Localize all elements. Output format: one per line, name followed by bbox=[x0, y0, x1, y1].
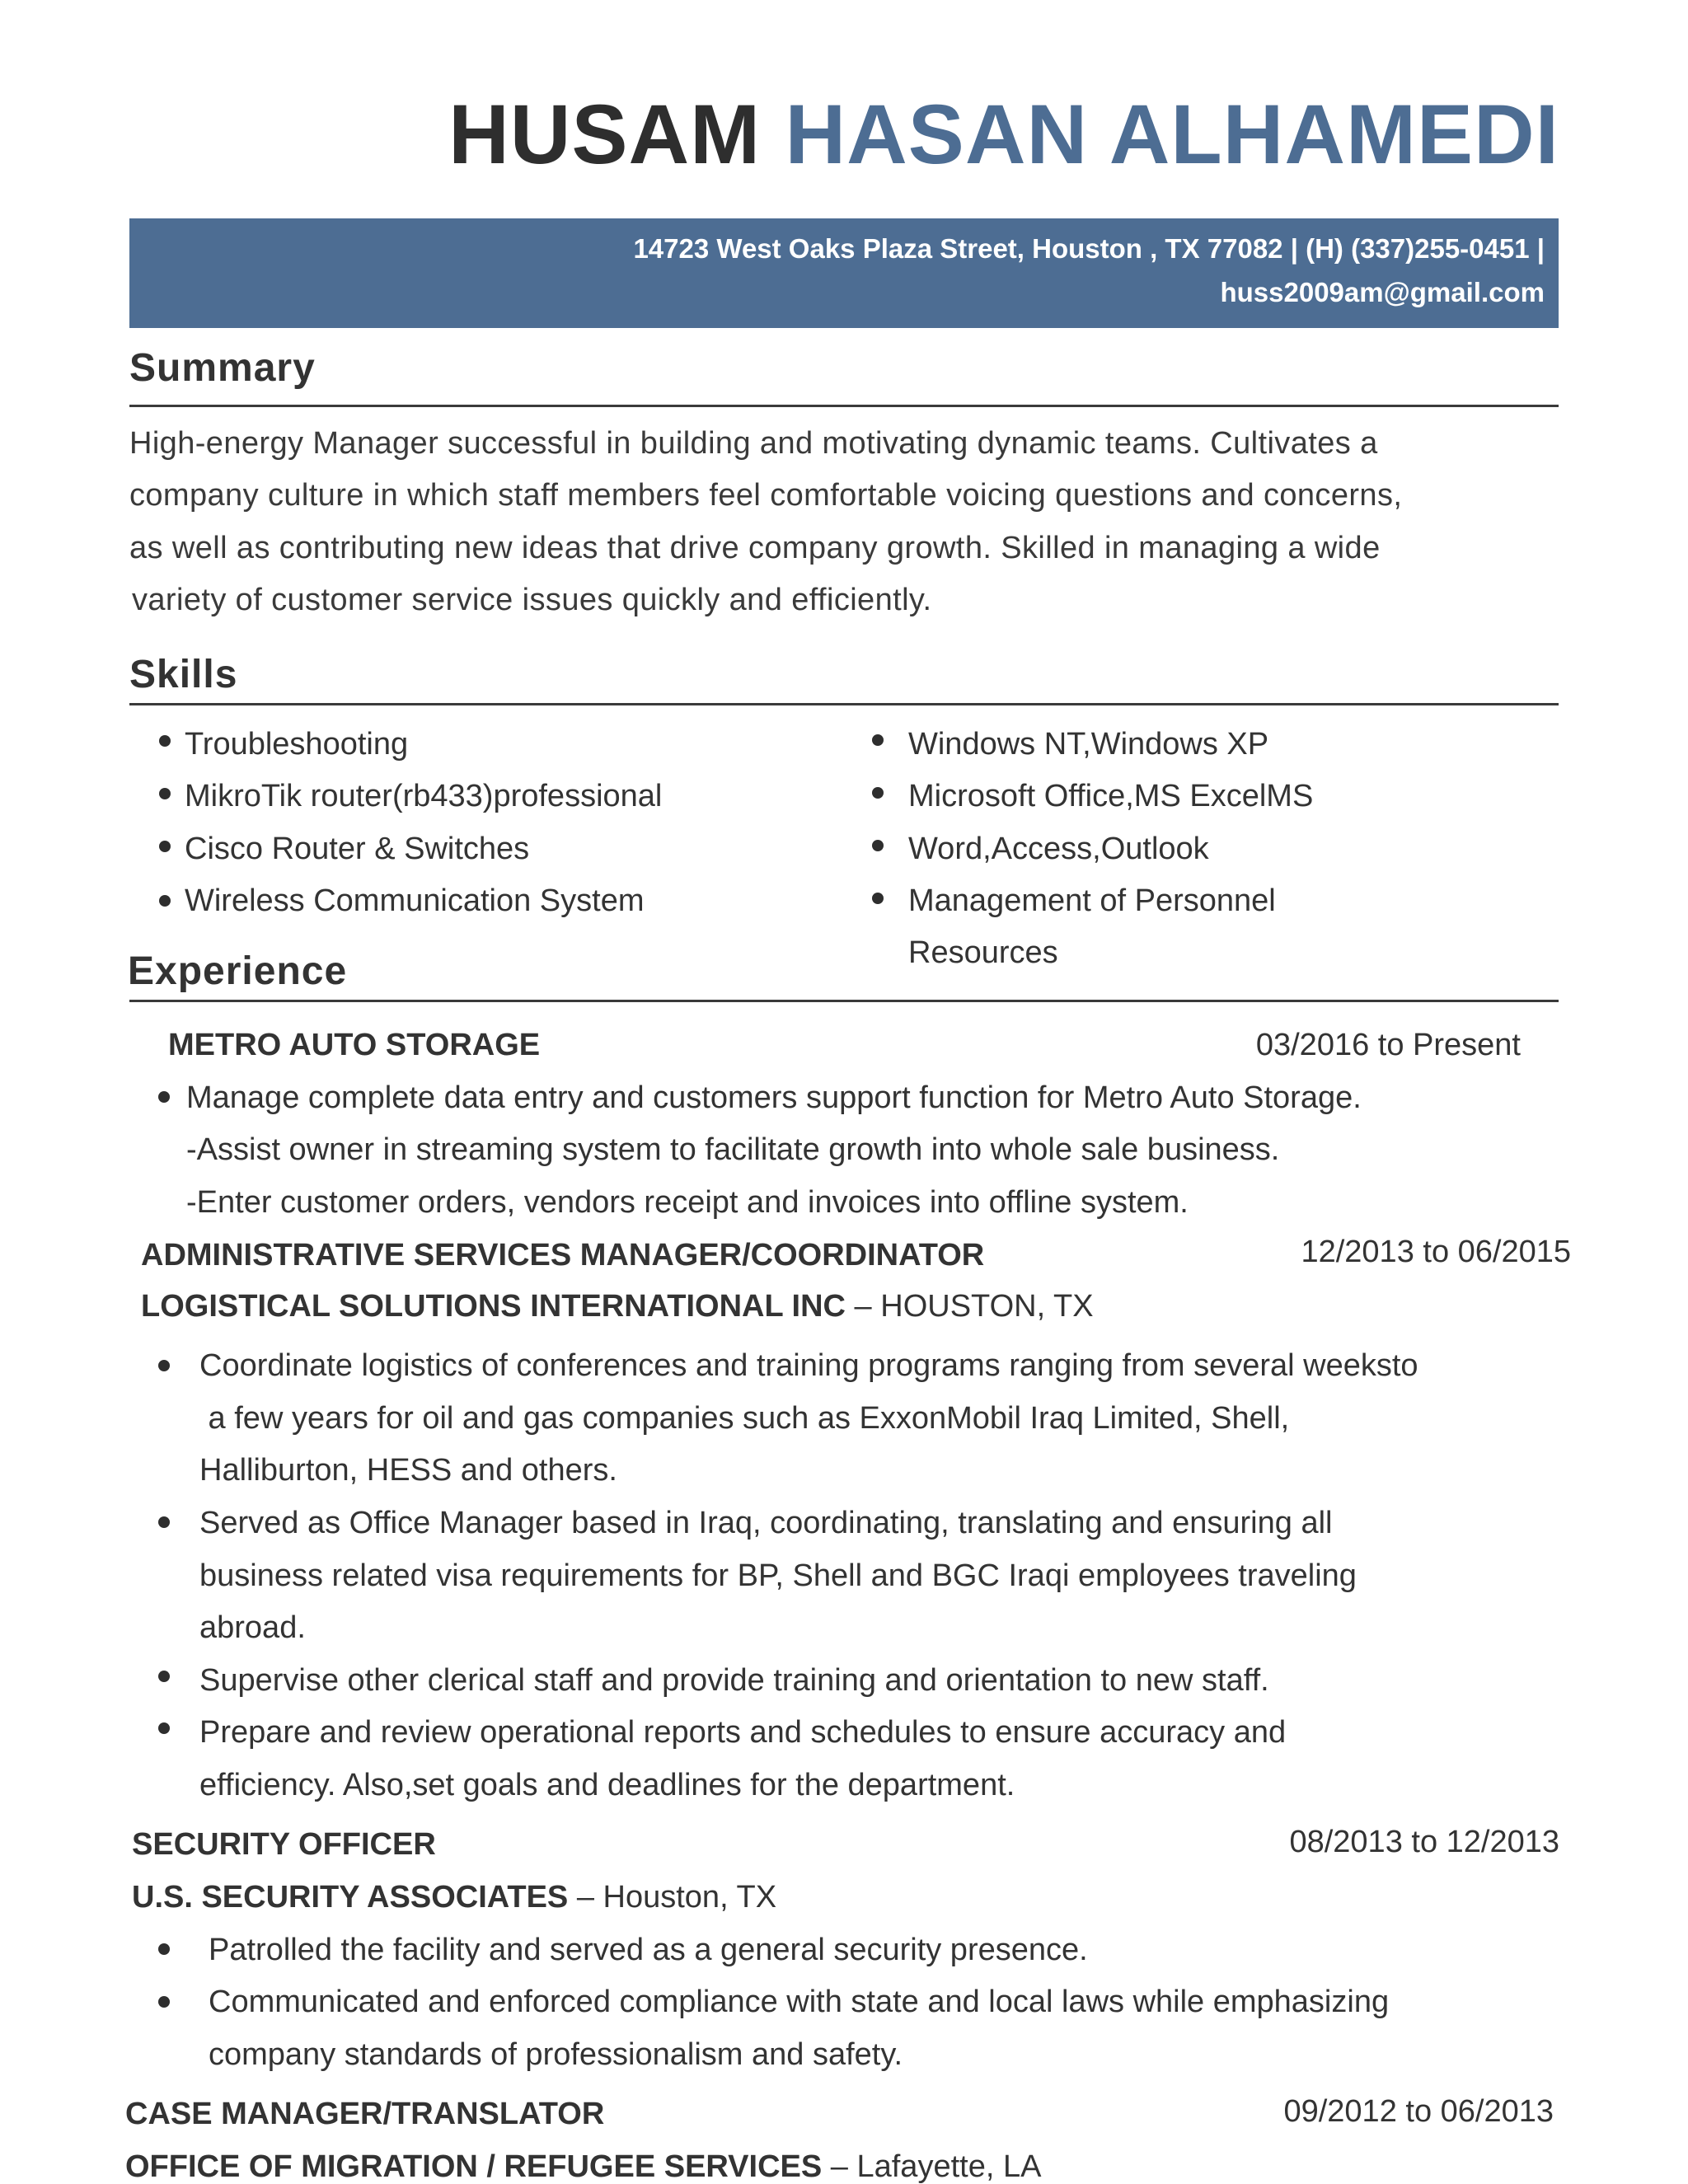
bullet-icon bbox=[158, 1722, 170, 1734]
bullet-icon bbox=[872, 787, 884, 799]
bullet-icon bbox=[872, 734, 884, 746]
company-name: OFFICE OF MIGRATION / REFUGEE SERVICES bbox=[125, 2149, 823, 2184]
job-duty: Halliburton, HESS and others. bbox=[199, 1453, 617, 1488]
bullet-icon bbox=[158, 1943, 170, 1955]
company-location: – Lafayette, LA bbox=[822, 2149, 1042, 2184]
company-line bbox=[132, 1882, 776, 1913]
skill-item: MikroTik router(rb433)professional bbox=[185, 779, 663, 813]
bullet-icon bbox=[872, 893, 884, 904]
company-line bbox=[141, 1291, 1094, 1322]
bullet-icon bbox=[159, 735, 171, 747]
job-duty: Manage complete data entry and customers support function for Metro Auto Storage. bbox=[186, 1080, 1362, 1115]
experience-heading: Experience bbox=[128, 949, 348, 993]
skill-item: Cisco Router & Switches bbox=[185, 832, 530, 866]
summary-line: company culture in which staff members feel comfortable voicing questions and concerns, bbox=[129, 478, 1403, 513]
job-title: METRO AUTO STORAGE bbox=[168, 1028, 541, 1062]
job-dates: 08/2013 to 12/2013 bbox=[1289, 1825, 1559, 1859]
job-duty: company standards of professionalism and safety. bbox=[209, 2037, 903, 2072]
company-name: U.S. SECURITY ASSOCIATES bbox=[132, 1880, 569, 1915]
skill-item: Troubleshooting bbox=[185, 727, 409, 762]
company-line bbox=[125, 2151, 1041, 2182]
job-duty: Coordinate logistics of conferences and training programs ranging from several weeksto bbox=[199, 1348, 1418, 1383]
first-name: HUSAM bbox=[448, 87, 762, 181]
summary-heading: Summary bbox=[129, 346, 316, 390]
job-duty: Patrolled the facility and served as a general security presence. bbox=[209, 1933, 1088, 1967]
job-duty: Communicated and enforced compliance with state and local laws while emphasizing bbox=[209, 1985, 1390, 2019]
job-duty: a few years for oil and gas companies such as ExxonMobil Iraq Limited, Shell, bbox=[199, 1401, 1290, 1436]
bullet-icon bbox=[159, 788, 171, 799]
skill-item: Word,Access,Outlook bbox=[908, 832, 1209, 866]
job-duty: abroad. bbox=[199, 1610, 306, 1645]
job-title: CASE MANAGER/TRANSLATOR bbox=[125, 2097, 605, 2131]
bullet-icon bbox=[159, 895, 171, 907]
contact-email: huss2009am@gmail.com bbox=[1220, 277, 1545, 307]
job-duty: Supervise other clerical staff and provide training and orientation to new staff. bbox=[199, 1663, 1269, 1698]
skill-item: Windows NT,Windows XP bbox=[908, 727, 1269, 762]
summary-line: High-energy Manager successful in building and motivating dynamic teams. Cultivates a bbox=[129, 426, 1378, 461]
job-duty: business related visa requirements for BP, Shell and BGC Iraqi employees traveling bbox=[199, 1558, 1357, 1593]
job-duty: -Enter customer orders, vendors receipt and invoices into offline system. bbox=[186, 1185, 1189, 1220]
bullet-icon bbox=[872, 840, 884, 851]
summary-line: variety of customer service issues quickly and efficiently. bbox=[132, 583, 932, 617]
skill-item: Wireless Communication System bbox=[185, 883, 645, 918]
skills-divider bbox=[129, 703, 1559, 705]
job-duty: Served as Office Manager based in Iraq, coordinating, translating and ensuring all bbox=[199, 1506, 1333, 1540]
bullet-icon bbox=[159, 841, 171, 852]
job-duty: Prepare and review operational reports and schedules to ensure accuracy and bbox=[199, 1715, 1287, 1750]
job-dates: 12/2013 to 06/2015 bbox=[1301, 1235, 1571, 1269]
candidate-name bbox=[448, 87, 1559, 181]
job-duty: efficiency. Also,set goals and deadlines for the department. bbox=[199, 1768, 1015, 1802]
experience-divider bbox=[129, 1000, 1559, 1002]
job-title: SECURITY OFFICER bbox=[132, 1827, 436, 1862]
contact-bar bbox=[129, 218, 1559, 328]
company-location: – Houston, TX bbox=[568, 1880, 777, 1915]
summary-line: as well as contributing new ideas that drive company growth. Skilled in managing a wide bbox=[129, 531, 1381, 565]
summary-divider bbox=[129, 405, 1559, 407]
contact-address-phone: 14723 West Oaks Plaza Street, Houston , TX 77082 | (H) (337)255-0451 | bbox=[633, 233, 1545, 264]
bullet-icon bbox=[158, 1091, 170, 1103]
bullet-icon bbox=[158, 1996, 170, 2008]
job-dates: 03/2016 to Present bbox=[1255, 1028, 1521, 1062]
skill-item: Microsoft Office,MS ExcelMS bbox=[908, 779, 1314, 813]
job-title: ADMINISTRATIVE SERVICES MANAGER/COORDINATOR bbox=[141, 1238, 985, 1272]
job-duty: -Assist owner in streaming system to facilitate growth into whole sale business. bbox=[186, 1132, 1280, 1167]
bullet-icon bbox=[158, 1671, 170, 1682]
skill-item: Resources bbox=[908, 935, 1058, 970]
bullet-icon bbox=[158, 1516, 170, 1528]
skill-item: Management of Personnel bbox=[908, 883, 1276, 918]
bullet-icon bbox=[158, 1360, 170, 1371]
company-location: – HOUSTON, TX bbox=[846, 1289, 1094, 1324]
company-name: LOGISTICAL SOLUTIONS INTERNATIONAL INC bbox=[141, 1289, 846, 1324]
last-name: HASAN ALHAMEDI bbox=[785, 87, 1559, 181]
job-dates: 09/2012 to 06/2013 bbox=[1283, 2094, 1554, 2129]
skills-heading: Skills bbox=[129, 653, 238, 696]
